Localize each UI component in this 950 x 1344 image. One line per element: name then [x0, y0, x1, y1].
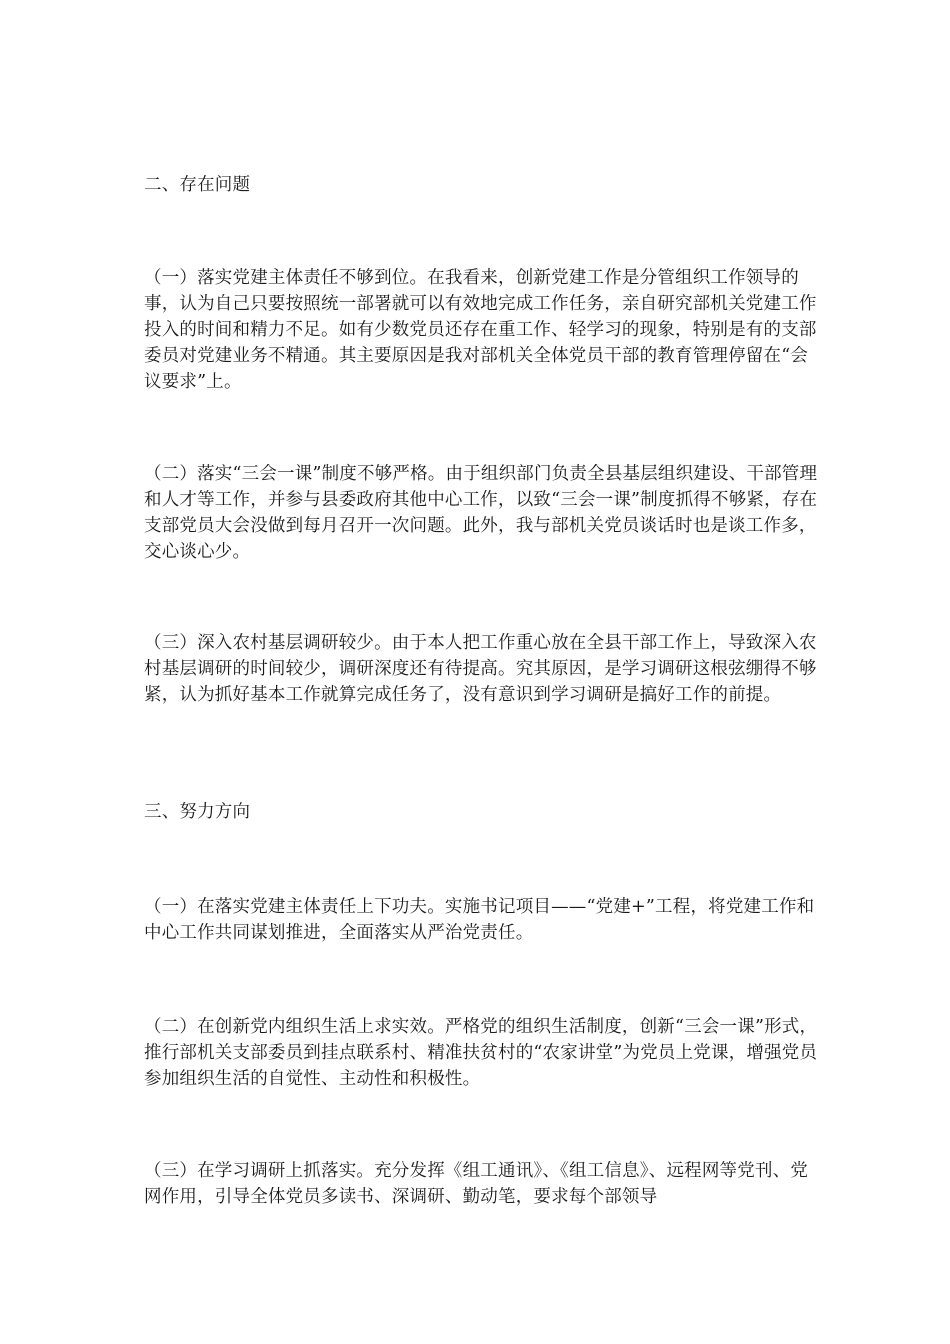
- section-heading-direction: 三、努力方向: [144, 802, 251, 822]
- paragraph-direction-3: （三）在学习调研上抓落实。充分发挥《组工通讯》、《组工信息》、远程网等党刊、党网作用，引导全体党员多读书、深调研、勤动笔，要求每个部领导: [144, 1161, 809, 1207]
- paragraph-problem-1: （一）落实党建主体责任不够到位。在我看来，创新党建工作是分管组织工作领导的事，认为自己只要按照统一部署就可以有效地完成工作任务，亲自研究部机关党建工作投入的时间和精力不足。如有少数党员还存在重工作、轻学习的现象，特别是有的支部委员对党建业务不精通。其主要原因是我对部机关全体党员干部的教育管理停留在“会议要求”上。: [144, 268, 817, 392]
- paragraph-problem-3: （三）深入农村基层调研较少。由于本人把工作重心放在全县干部工作上，导致深入农村基层调研的时间较少，调研深度还有待提高。究其原因，是学习调研这根弦绷得不够紧，认为抓好基本工作就算完成任务了，没有意识到学习调研是搞好工作的前提。: [144, 633, 817, 705]
- paragraph-direction-2: （二）在创新党内组织生活上求实效。严格党的组织生活制度，创新“三会一课”形式，推行部机关支部委员到挂点联系村、精准扶贫村的“农家讲堂”为党员上党课，增强党员参加组织生活的自觉性、主动性和积极性。: [144, 1017, 818, 1089]
- paragraph-direction-1: （一）在落实党建主体责任上下功夫。实施书记项目——“党建+”工程，将党建工作和中心工作共同谋划推进，全面落实从严治党责任。: [144, 897, 815, 943]
- paragraph-problem-2: （二）落实“三会一课”制度不够严格。由于组织部门负责全县基层组织建设、干部管理和人才等工作，并参与县委政府其他中心工作，以致“三会一课”制度抓得不够紧，存在支部党员大会没做到每月召开一次问题。此外，我与部机关党员谈话时也是谈工作多，交心谈心少。: [144, 464, 818, 562]
- section-heading-problems: 二、存在问题: [144, 175, 251, 195]
